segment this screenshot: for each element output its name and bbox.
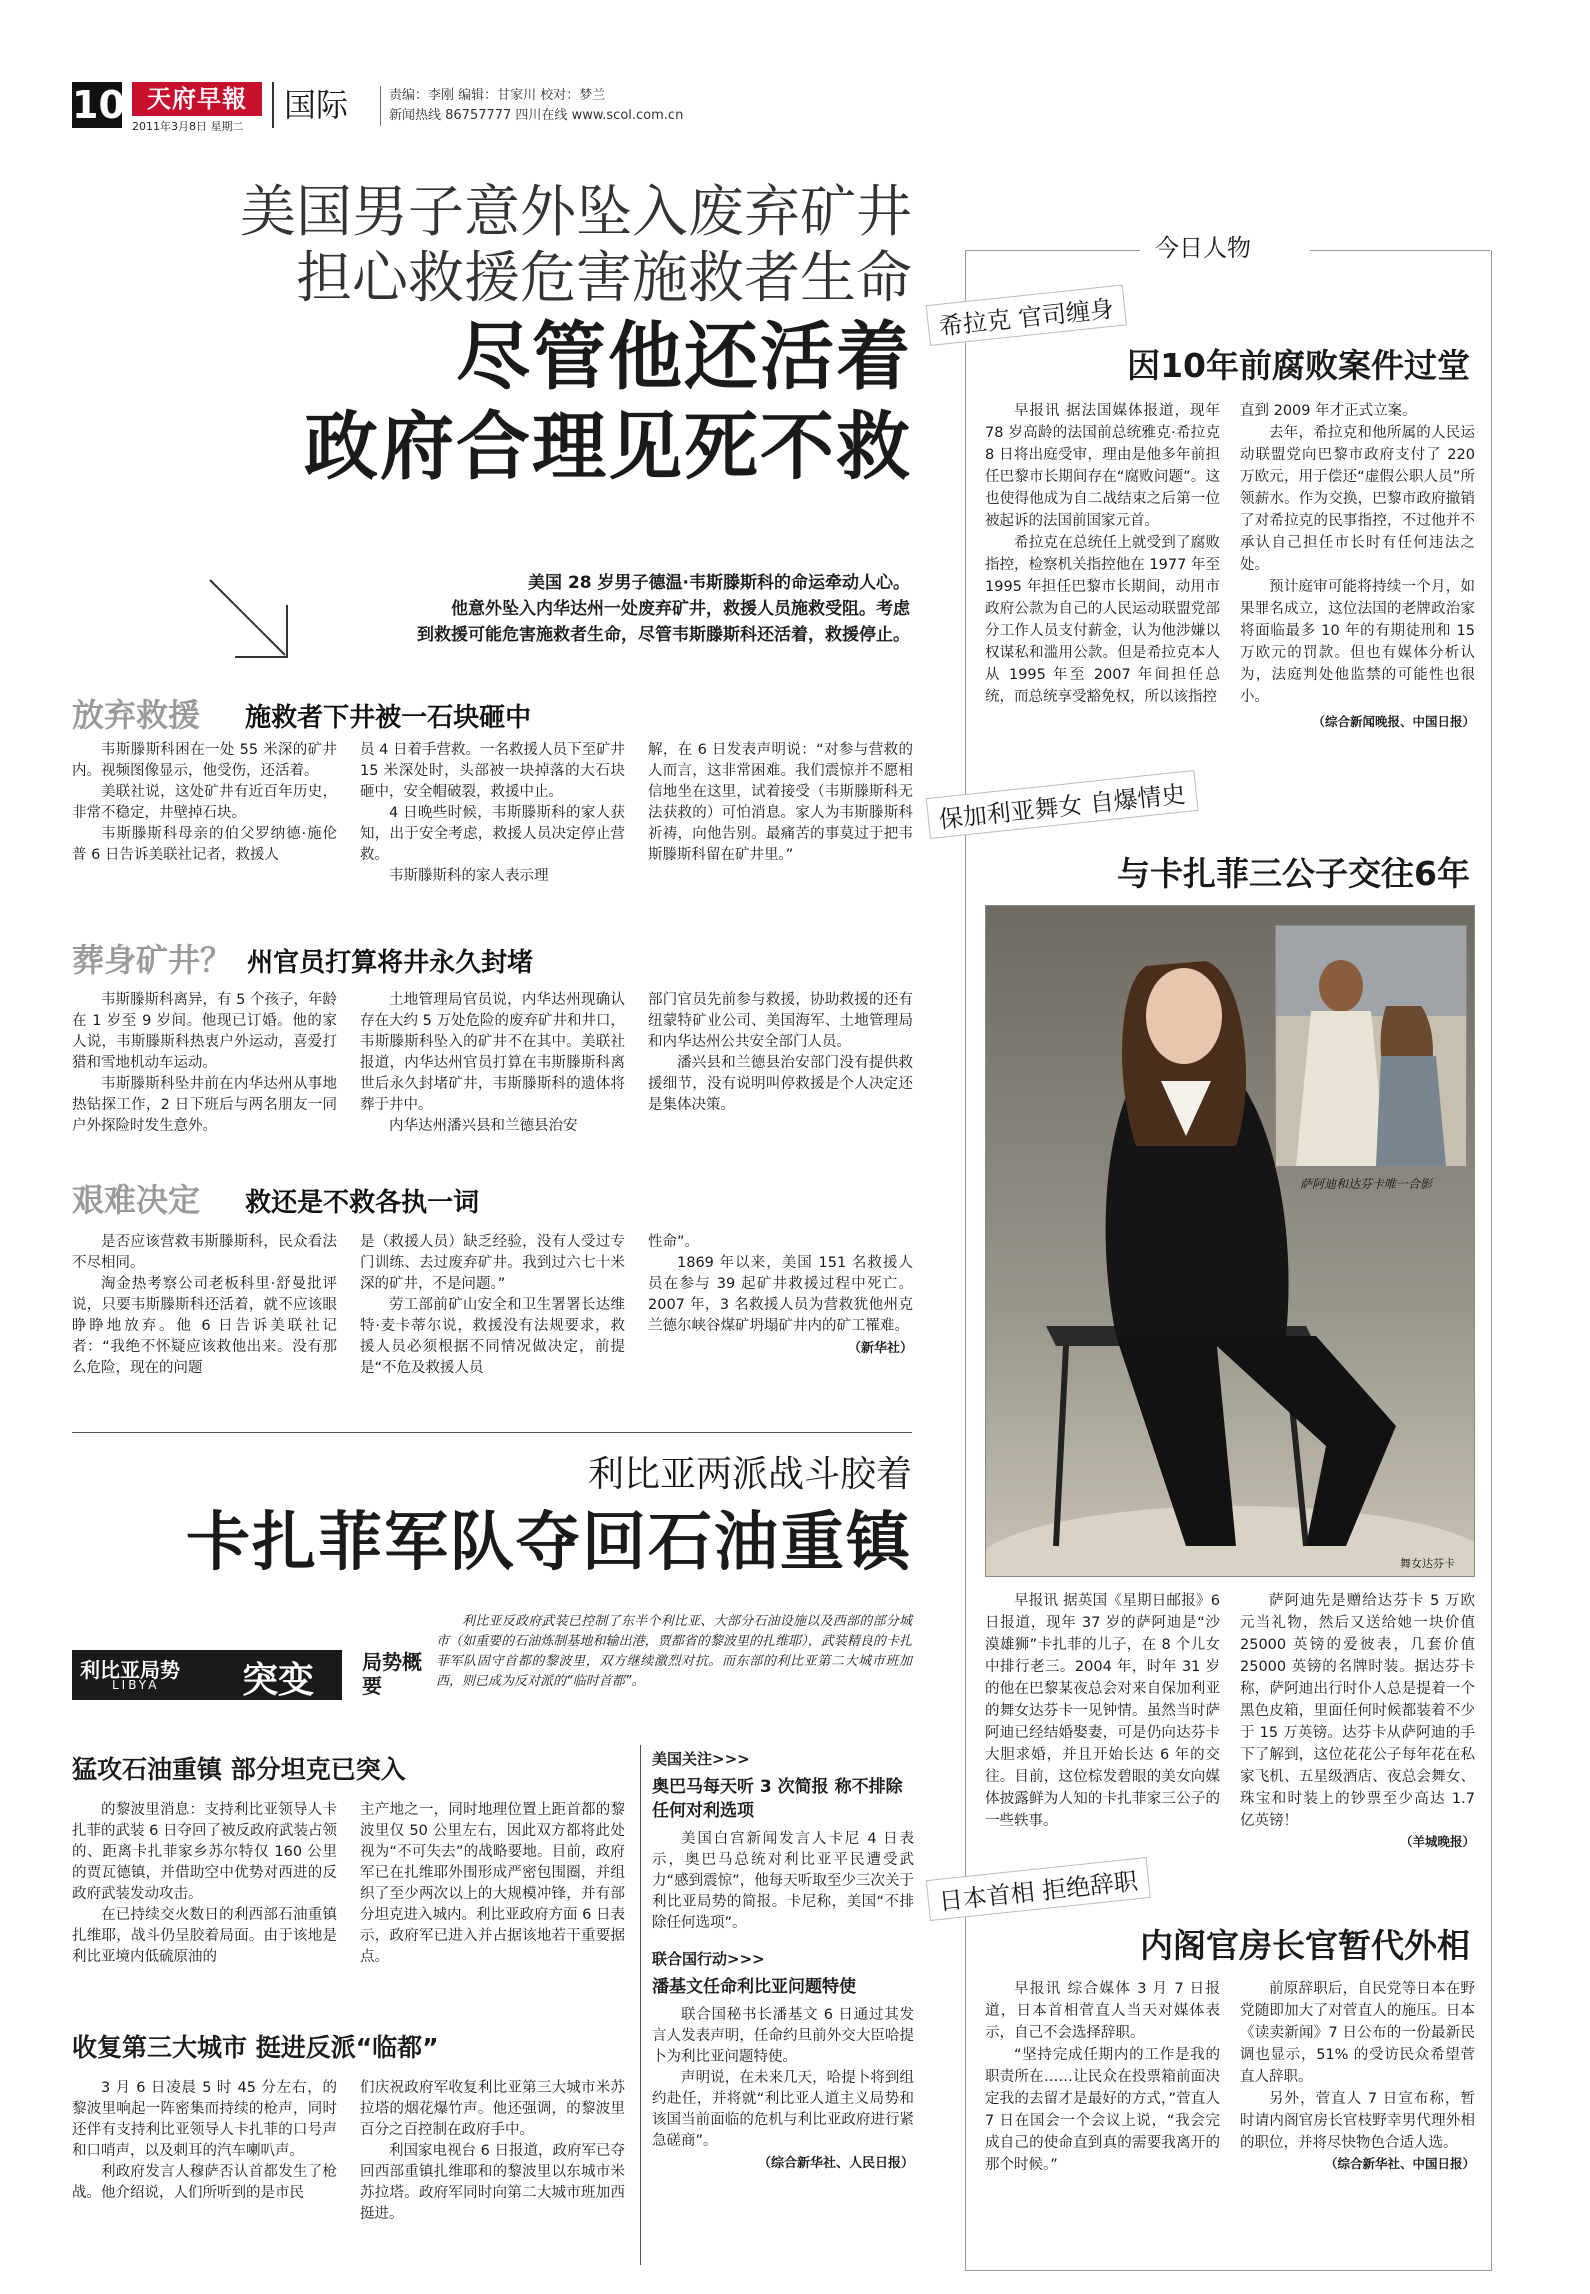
paragraph: 潘兴县和兰德县治安部门没有提供救援细节，没有说明叫停救援是个人决定还是集体决策。: [648, 1055, 913, 1113]
story2-headline: 与卡扎菲三公子交往6年: [1117, 854, 1470, 893]
libya-section2-col1: [72, 2078, 337, 2204]
section2-col2: [360, 990, 625, 1137]
paragraph: 部门官员先前参与救援，协助救援的还有纽蒙特矿业公司、美国海军、土地管理局和内华达州公共安全部门人员。: [648, 992, 913, 1050]
paragraph: 淘金热考察公司老板科里·舒曼批评说，只要韦斯滕斯科还活着，就不应该眼睁睁地放弃。他 6 日告诉美联社记者：“我绝不怀疑应该救他出来。没有那么危险，现在的问题: [72, 1276, 337, 1376]
libya-section1-title: 猛攻石油重镇 部分坦克已突入: [72, 1755, 406, 1784]
libya-tag-big: 突变: [242, 1659, 315, 1701]
paragraph: “坚持完成任期内的工作是我的职责所在……让民众在投票箱前面决定我的去留才是最好的方式，”菅直人 7 日在国会一个会议上说，“我会完成自己的使命直到真的需要我离开的那个时候。”: [985, 2047, 1220, 2173]
libya-section2-col2: [360, 2078, 625, 2225]
lead-lede: [300, 570, 910, 648]
paragraph: 主产地之一，同时地理位置上距首都的黎波里仅 50 公里左右，因此双方都将此处视为“不可失去”的战略要地。目前，政府军已在扎维耶外围形成严密包围圈，并组织了至少两次以上的大规模冲锋，并有部分坦克进入城内。利比亚政府方面 6 日表示，政府军已进入并占据该地若干重要据点。: [360, 1802, 625, 1965]
section3-col1: [72, 1232, 337, 1379]
section2-head: [72, 935, 912, 981]
sidebar-title: 潘基文任命利比亚问题特使: [652, 1977, 856, 1997]
paragraph: 早报讯 综合媒体 3 月 7 日报道，日本首相菅直人当天对媒体表示，自己不会选择辞职。: [985, 1981, 1220, 2041]
paragraph: 前原辞职后，自民党等日本在野党随即加大了对菅直人的施压。日本《读卖新闻》7 日公布的一份最新民调也显示，51% 的受访民众希望菅直人辞职。: [1240, 1981, 1475, 2085]
libya-headline-bold: 卡扎菲军队夺回石油重镇: [186, 1506, 912, 1580]
source-credit: （羊城晚报）: [1399, 1834, 1475, 1849]
paragraph: 内华达州潘兴县和兰德县治安: [389, 1118, 578, 1134]
couple-photo-inset: [1275, 925, 1467, 1167]
paragraph: 利政府发言人穆萨否认首都发生了枪战。他介绍说，人们所听到的是市民: [72, 2164, 337, 2201]
paragraph: 员 4 日着手营救。一名救援人员下至矿井 15 米深处时，头部被一块掉落的大石块砸中，安全帽破裂，救援中止。: [360, 742, 625, 800]
overview-label: 局势概要: [362, 1650, 422, 1698]
paragraph: 性命”。: [648, 1234, 700, 1250]
issue-date: 2011年3月8日 星期二: [132, 120, 244, 133]
paragraph: 希拉克在总统任上就受到了腐败指控，检察机关指控他在 1977 年至 1995 年担任巴黎市长期间，动用市政府公款为自己的人民运动联盟党部分工作人员支付薪金，认为他涉嫌以权谋私和滥用公款。但是希拉克本人从 1995 年至 2007 年间担任总统，而总统享受豁免权，所以该指控: [985, 535, 1220, 705]
lede-line: 美国 28 岁男子德温·韦斯滕斯科的命运牵动人心。: [528, 573, 910, 593]
sidebar-label: 美国关注>>>: [652, 1750, 750, 1768]
sidebar-label: 联合国行动>>>: [652, 1950, 765, 1968]
section-name: 国际: [272, 82, 348, 128]
paragraph: 另外，菅直人 7 日宣布称，暂时请内阁官房长官枝野幸男代理外相的职位，并将尽快物色合适人选。: [1240, 2091, 1475, 2151]
paragraph: 声明说，在未来几天，哈提卜将到组约赴任，并将就“利比亚人道主义局势和该国当前面临的危机与利比亚政府进行紧急磋商”。: [652, 2070, 914, 2149]
story1-kicker: 希拉克 官司缠身: [926, 285, 1127, 346]
lede-line: 他意外坠入内华达州一处废弃矿井，救援人员施救受阻。考虑: [451, 599, 910, 619]
paragraph: 4 日晚些时候，韦斯滕斯科的家人获知，出于安全考虑，救援人员决定停止营救。: [360, 805, 625, 863]
paragraph: 早报讯 据英国《星期日邮报》6 日报道，现年 37 岁的萨阿迪是“沙漠雄狮”卡扎菲的儿子，在 8 个儿女中排行老三。2004 年，时年 31 岁的他在巴黎某夜总会对来自保加利亚的舞女达芬卡一见钟情。虽然当时萨阿迪已经结婚娶妻，可是仍向达芬卡大胆求婚，并且开始长达 6 年的交往。目前，这位棕发碧眼的美女向媒体披露鲜为人知的卡扎菲家三公子的一些轶事。: [985, 1593, 1220, 1829]
paragraph: 早报讯 据法国媒体报道，现年 78 岁高龄的法国前总统雅克·希拉克 8 日将出庭受审，理由是他多年前担任巴黎市长期间存在“腐败问题”。这也使得他成为自二战结束之后第一位被起诉的法国前国家元首。: [985, 403, 1220, 529]
story1-col1: [985, 400, 1220, 708]
libya-tag-banner: [72, 1650, 342, 1700]
section3-col2: [360, 1232, 625, 1379]
lead-headline-bold2: 政府合理见死不救: [304, 404, 912, 490]
lead-headline-bold1: 尽管他还活着: [456, 314, 912, 400]
section3-kicker: 艰难决定: [72, 1181, 201, 1219]
photo-caption: 舞女达芬卡: [1400, 1557, 1455, 1570]
masthead-meta: [380, 86, 683, 126]
hotline-line: 新闻热线 86757777 四川在线 www.scol.com.cn: [389, 108, 684, 123]
story3-col2: [1240, 1978, 1475, 2172]
section1-col1: [72, 740, 337, 866]
paragraph: 韦斯滕斯科困在一处 55 米深的矿井内。视频图像显示，他受伤，还活着。: [72, 742, 337, 779]
story3-kicker: 日本首相 拒绝辞职: [926, 1857, 1151, 1921]
libya-section2-title: 收复第三大城市 挺进反派“临都”: [72, 2033, 439, 2062]
section2-col1: [72, 990, 337, 1137]
source-credit: （综合新华社、中国日报）: [1324, 2156, 1475, 2171]
section2-col3: [648, 990, 913, 1116]
paragraph: 在已持续交火数日的利西部石油重镇扎维耶，战斗仍呈胶着局面。由于该地是利比亚境内低硫原油的: [72, 1907, 337, 1965]
sidebar-title: 奥巴马每天听 3 次简报 称不排除任何对利选项: [652, 1777, 903, 1821]
libya-sidebar: [652, 1748, 914, 2171]
paragraph: 的黎波里消息：支持利比亚领导人卡扎菲的武装 6 日夺回了被反政府武装占领的、距离卡扎菲家乡苏尔特仅 160 公里的贾瓦德镇，并借助空中优势对西进的反政府武装发动攻击。: [72, 1802, 337, 1902]
libya-section1-col2: [360, 1800, 625, 1968]
paper-logo: 天府早報: [132, 82, 262, 116]
section1-head: [72, 690, 912, 736]
story1-col2: [1240, 400, 1475, 730]
page-number: 10: [72, 83, 125, 127]
paragraph: 们庆祝政府军收复利比亚第三大城市米苏拉塔的烟花爆竹声。他还强调，的黎波里百分之百控制在政府手中。: [360, 2080, 625, 2138]
source-credit: （新华社）: [847, 1341, 913, 1356]
paragraph: 劳工部前矿山安全和卫生署署长达维特·麦卡蒂尔说，救援没有法规要求，救援人员必须根据不同情况做决定，前提是“不危及救援人员: [360, 1297, 625, 1376]
paragraph: 利国家电视台 6 日报道，政府军已夺回西部重镇扎维耶和的黎波里以东城市米苏拉塔。政府军同时向第二大城市班加西挺进。: [360, 2143, 625, 2222]
story2-kicker: 保加利亚舞女 自爆情史: [926, 770, 1198, 839]
section2-title: 州官员打算将井永久封堵: [247, 948, 534, 978]
lead-headline-block: [72, 180, 912, 492]
overview-text: 利比亚反政府武装已控制了东半个利比亚、大部分石油设施以及西部的部分城市（如重要的石油炼制基地和输出港，贾都省的黎波里的扎维耶），武装精良的卡扎菲军队固守首都的黎波里，双方继续激烈对抗。而东部的利比亚第二大城市班加西，则已成为反对派的“临时首都”。: [436, 1614, 912, 1689]
paragraph: 联合国秘书长潘基文 6 日通过其发言人发表声明，任命约旦前外交大臣哈提卜为利比亚问题特使。: [652, 2007, 914, 2065]
paragraph: 去年，希拉克和他所属的人民运动联盟党向巴黎市政府支付了 220 万欧元，用于偿还“虚假公职人员”所领薪水。作为交换，巴黎市政府撤销了对希拉克的民事指控，不过他并不承认自己担任市长时有任何违法之处。: [1240, 425, 1475, 573]
paragraph: 美国白宫新闻发言人卡尼 4 日表示，奥巴马总统对利比亚平民遭受武力“感到震惊”，他每天听取至少三次关于利比亚局势的简报。卡尼称，美国“不排除任何选项”。: [652, 1831, 914, 1931]
lead-headline-line1: 美国男子意外坠入废弃矿井: [240, 180, 912, 245]
inset-caption: 萨阿迪和达芬卡唯一合影: [1300, 1177, 1433, 1191]
story3-col1: [985, 1978, 1220, 2176]
paragraph: 土地管理局官员说，内华达州现确认存在大约 5 万处危险的废弃矿井和井口，韦斯滕斯科坠入的矿井不在其中。美联社报道，内华达州官员打算在韦斯滕斯科离世后永久封堵矿井，韦斯滕斯科的遗体将葬于井中。: [360, 992, 625, 1113]
paragraph: 是（救援人员）缺乏经验，没有人受过专门训练、去过废弃矿井。我到过六七十米深的矿井，不是问题。”: [360, 1234, 625, 1292]
libya-headline-line1: 利比亚两派战斗胶着: [587, 1454, 912, 1495]
paragraph: 韦斯滕斯科坠井前在内华达州从事地热钻探工作，2 日下班后与两名朋友一同户外探险时发生意外。: [72, 1076, 337, 1134]
section3-title: 救还是不救各执一词: [245, 1188, 480, 1218]
lead-headline-line2: 担心救援危害施救者生命: [296, 246, 912, 311]
paragraph: 韦斯滕斯科母亲的伯父罗纳德·施伦普 6 日告诉美联社记者，救援人: [72, 826, 337, 863]
story2-col2: [1240, 1590, 1475, 1850]
source-credit: （综合新华社、人民日报）: [757, 2156, 914, 2171]
paragraph: 是否应该营救韦斯滕斯科，民众看法不尽相同。: [72, 1234, 337, 1271]
lede-line: 到救援可能危害施救者生命，尽管韦斯滕斯科还活着，救援停止。: [417, 625, 910, 645]
column-divider: [640, 1745, 641, 2265]
section1-title: 施救者下井被一石块砸中: [245, 703, 532, 733]
section3-col3: [648, 1232, 913, 1356]
editors-line: 责编：李刚 编辑：甘家川 校对：梦兰: [389, 88, 606, 103]
story2-col1: [985, 1590, 1220, 1832]
section-divider: [72, 1432, 912, 1433]
section1-kicker: 放弃救援: [72, 696, 201, 734]
paragraph: 解，在 6 日发表声明说：“对参与营救的人而言，这非常困难。我们震惊并不愿相信地坐在这里，试着接受（韦斯滕斯科无法获救的）可怕消息。家人为韦斯滕斯科祈祷，向他告别。最痛苦的事莫过于把韦斯滕斯科留在矿井里。”: [648, 742, 913, 863]
panel-border-top-left: [965, 250, 1140, 251]
profile-column-label: 今日人物: [1155, 234, 1251, 262]
arrow-icon: [205, 575, 295, 665]
paragraph: 萨阿迪先是赠给达芬卡 5 万欧元当礼物，然后又送给她一块价值 25000 英镑的爱彼表，几套价值 25000 英镑的名牌时装。据达芬卡称，萨阿迪出行时仆人总是提着一个黑色皮箱，里面任何时候都装着不少于 15 万英镑。达芬卡从萨阿迪的手下了解到，这位花花公子每年花在私家飞机、五星级酒店、夜总会舞女、珠宝和时装上的钞票至少高达 1.7 亿英镑！: [1240, 1593, 1475, 1829]
couple-photo-illustration: [1276, 926, 1466, 1166]
paragraph: 韦斯滕斯科离异，有 5 个孩子，年龄在 1 岁至 9 岁间。他现已订婚。他的家人说，韦斯滕斯科热衷户外运动，喜爱打猎和雪地机动车运动。: [72, 992, 337, 1071]
source-credit: （综合新闻晚报、中国日报）: [1312, 714, 1475, 729]
story3-headline: 内阁官房长官暂代外相: [1140, 1926, 1470, 1965]
section2-kicker: 葬身矿井？: [72, 941, 233, 979]
libya-tag-sub: LIBYA: [112, 1678, 160, 1692]
paragraph: 1869 年以来，美国 151 名救援人员在参与 39 起矿井救援过程中死亡。2007 年，3 名救援人员为营救犹他州克兰德尔峡谷煤矿坍塌矿井内的矿工罹难。: [648, 1255, 913, 1334]
libya-tag-main: 利比亚局势: [80, 1658, 180, 1682]
story1-headline: 因10年前腐败案件过堂: [1127, 346, 1470, 385]
paragraph: 3 月 6 日凌晨 5 时 45 分左右，的黎波里响起一阵密集而持续的枪声，同时还伴有支持利比亚领导人卡扎菲的口号声和口哨声，以及刺耳的汽车喇叭声。: [72, 2080, 337, 2159]
paragraph: 美联社说，这处矿井有近百年历史，非常不稳定，井壁掉石块。: [72, 784, 337, 821]
paragraph: 预计庭审可能将持续一个月，如果罪名成立，这位法国的老牌政治家将面临最多 10 年的有期徒刑和 15 万欧元的罚款。但也有媒体分析认为，法庭判处他监禁的可能性也很小。: [1240, 579, 1475, 705]
libya-headline-block: [72, 1450, 912, 1586]
section1-col2: [360, 740, 625, 887]
section3-head: [72, 1175, 912, 1221]
paragraph: 直到 2009 年才正式立案。: [1240, 403, 1417, 419]
panel-border-top-right: [1310, 250, 1490, 251]
paragraph: 韦斯滕斯科的家人表示理: [389, 868, 549, 884]
section1-col3: [648, 740, 913, 866]
libya-section1-col1: [72, 1800, 337, 1968]
